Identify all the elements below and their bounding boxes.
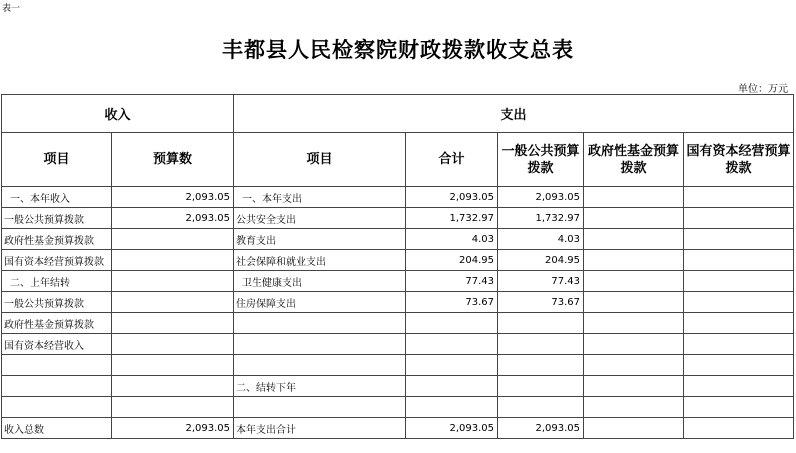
fund-budget-header: 政府性基金预算拨款: [584, 133, 684, 187]
income-value-cell: [112, 292, 234, 313]
total-header: 合计: [406, 133, 498, 187]
fund-budget-cell: [584, 418, 684, 439]
table-number-label: 表一: [2, 4, 21, 14]
expense-item-cell: 公共安全支出: [234, 208, 406, 229]
total-cell: 2,093.05: [406, 187, 498, 208]
general-budget-cell: 77.43: [498, 271, 584, 292]
expense-item-cell: 社会保障和就业支出: [234, 250, 406, 271]
fund-budget-cell: [584, 313, 684, 334]
income-value-cell: 2,093.05: [112, 418, 234, 439]
income-value-cell: 2,093.05: [112, 187, 234, 208]
table-row: [2, 271, 794, 292]
state-capital-cell: [684, 292, 794, 313]
budget-header: 预算数: [112, 133, 234, 187]
table-row: [2, 229, 794, 250]
state-capital-cell: [684, 397, 794, 418]
state-capital-cell: [684, 208, 794, 229]
total-cell: [406, 313, 498, 334]
expense-header: 支出: [234, 95, 794, 133]
general-budget-cell: [498, 334, 584, 355]
total-cell: 73.67: [406, 292, 498, 313]
fund-budget-cell: [584, 271, 684, 292]
income-item-cell: 一般公共预算拨款: [2, 208, 112, 229]
total-cell: [406, 376, 498, 397]
income-item-cell: 政府性基金预算拨款: [2, 313, 112, 334]
expense-item-cell: 卫生健康支出: [234, 271, 406, 292]
table-row: [2, 187, 794, 208]
table-header-row: [2, 95, 794, 133]
income-item-cell: 国有资本经营收入: [2, 334, 112, 355]
general-budget-cell: 73.67: [498, 292, 584, 313]
income-item-cell: [2, 355, 112, 376]
general-budget-cell: [498, 376, 584, 397]
expense-item-cell: 住房保障支出: [234, 292, 406, 313]
table-row: [2, 208, 794, 229]
income-value-cell: [112, 397, 234, 418]
general-budget-cell: [498, 397, 584, 418]
expense-item-cell: 二、结转下年: [234, 376, 406, 397]
table-row: [2, 313, 794, 334]
total-cell: 204.95: [406, 250, 498, 271]
income-header: 收入: [2, 95, 234, 133]
general-budget-cell: 4.03: [498, 229, 584, 250]
total-cell: [406, 397, 498, 418]
expense-item-header: 项目: [234, 133, 406, 187]
total-cell: 77.43: [406, 271, 498, 292]
state-capital-cell: [684, 418, 794, 439]
income-item-cell: 政府性基金预算拨款: [2, 229, 112, 250]
state-capital-cell: [684, 376, 794, 397]
expense-item-cell: [234, 334, 406, 355]
state-capital-cell: [684, 313, 794, 334]
state-capital-cell: [684, 229, 794, 250]
income-item-cell: [2, 397, 112, 418]
fund-budget-cell: [584, 334, 684, 355]
table-row: [2, 397, 794, 418]
state-capital-header: 国有资本经营预算拨款: [684, 133, 794, 187]
income-item-header: 项目: [2, 133, 112, 187]
income-value-cell: [112, 250, 234, 271]
total-cell: 1,732.97: [406, 208, 498, 229]
income-value-cell: [112, 313, 234, 334]
state-capital-cell: [684, 355, 794, 376]
total-cell: 2,093.05: [406, 418, 498, 439]
table-row: [2, 376, 794, 397]
income-value-cell: [112, 229, 234, 250]
table-row: [2, 418, 794, 439]
table-row: [2, 250, 794, 271]
table-row: [2, 292, 794, 313]
income-value-cell: 2,093.05: [112, 208, 234, 229]
income-item-cell: 一、本年收入: [2, 187, 112, 208]
income-item-cell: [2, 376, 112, 397]
income-item-cell: 一般公共预算拨款: [2, 292, 112, 313]
general-budget-cell: 2,093.05: [498, 418, 584, 439]
general-budget-cell: [498, 313, 584, 334]
general-budget-cell: [498, 355, 584, 376]
income-value-cell: [112, 376, 234, 397]
expense-item-cell: [234, 313, 406, 334]
fund-budget-cell: [584, 397, 684, 418]
page-title: 丰都县人民检察院财政拨款收支总表: [222, 38, 574, 62]
income-item-cell: 国有资本经营预算拨款: [2, 250, 112, 271]
state-capital-cell: [684, 250, 794, 271]
income-value-cell: [112, 271, 234, 292]
expense-item-cell: 一、本年支出: [234, 187, 406, 208]
income-item-cell: 收入总数: [2, 418, 112, 439]
state-capital-cell: [684, 187, 794, 208]
income-value-cell: [112, 334, 234, 355]
fund-budget-cell: [584, 250, 684, 271]
expense-item-cell: 本年支出合计: [234, 418, 406, 439]
fund-budget-cell: [584, 376, 684, 397]
fund-budget-cell: [584, 208, 684, 229]
general-budget-header: 一般公共预算拨款: [498, 133, 584, 187]
total-cell: [406, 355, 498, 376]
total-cell: [406, 334, 498, 355]
total-cell: 4.03: [406, 229, 498, 250]
fund-budget-cell: [584, 355, 684, 376]
table-row: [2, 334, 794, 355]
income-value-cell: [112, 355, 234, 376]
finance-summary-table: [1, 94, 794, 439]
expense-item-cell: 教育支出: [234, 229, 406, 250]
table-row: [2, 355, 794, 376]
fund-budget-cell: [584, 187, 684, 208]
fund-budget-cell: [584, 229, 684, 250]
state-capital-cell: [684, 271, 794, 292]
expense-item-cell: [234, 397, 406, 418]
general-budget-cell: 1,732.97: [498, 208, 584, 229]
general-budget-cell: 204.95: [498, 250, 584, 271]
fund-budget-cell: [584, 292, 684, 313]
general-budget-cell: 2,093.05: [498, 187, 584, 208]
table-subheader-row: [2, 133, 794, 187]
income-item-cell: 二、上年结转: [2, 271, 112, 292]
expense-item-cell: [234, 355, 406, 376]
state-capital-cell: [684, 334, 794, 355]
unit-label: 单位：万元: [738, 84, 788, 95]
